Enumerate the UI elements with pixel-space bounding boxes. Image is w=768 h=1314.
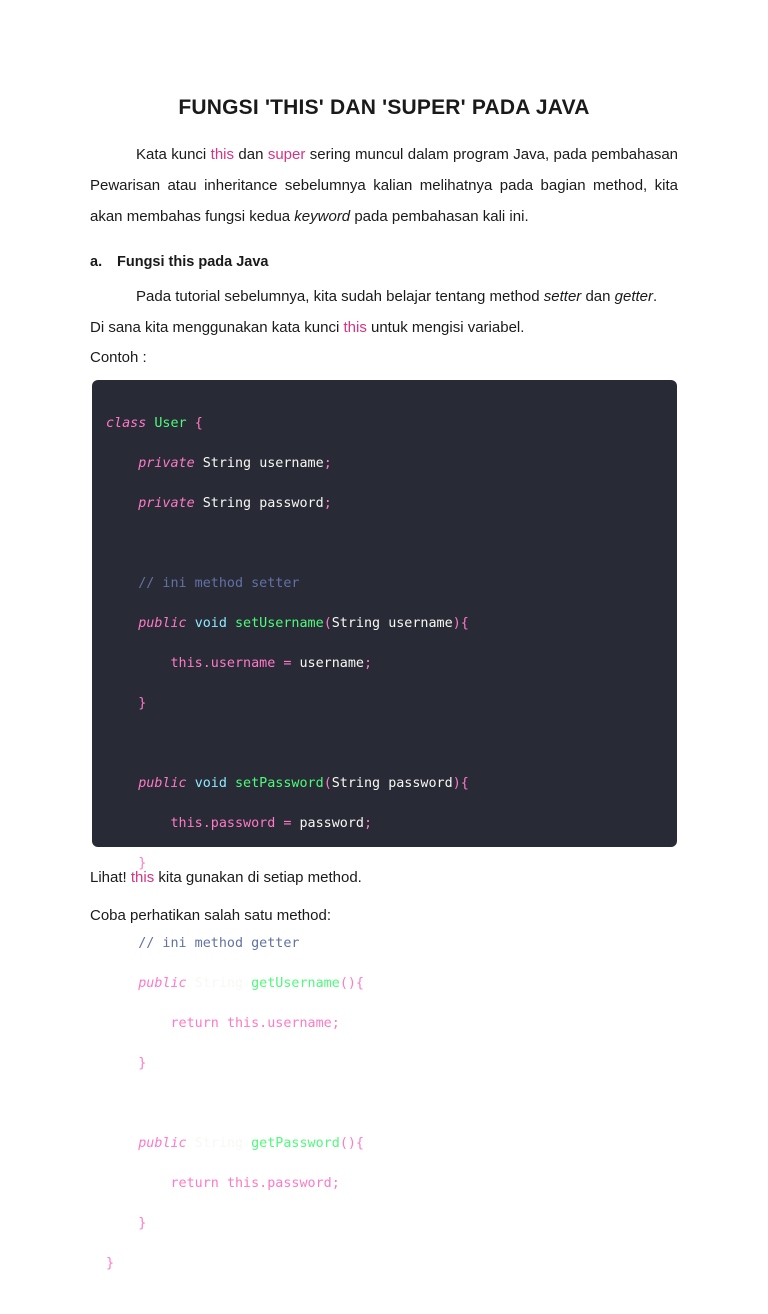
- code-line: [106, 1094, 677, 1114]
- code-token: =: [283, 656, 292, 671]
- code-token: public: [138, 976, 187, 991]
- code-token: password: [299, 816, 364, 831]
- page-title: FUNGSI 'THIS' DAN 'SUPER' PADA JAVA: [178, 96, 590, 119]
- code-token: this.username: [226, 1016, 332, 1031]
- after-code-paragraph: [90, 862, 678, 893]
- last-paragraph: Coba perhatikan salah satu method:: [90, 907, 331, 924]
- code-line: [106, 694, 677, 714]
- code-token: private: [138, 496, 195, 511]
- code-token: setPassword: [235, 776, 324, 791]
- keyword-this: this: [130, 869, 155, 886]
- intro-text-3: sering muncul dalam program Java, pada pembahasan Pewarisan atau inheritance sebelumnya kalian melihatnya pada bagian method, kita akan membahas fungsi kedua: [90, 146, 679, 225]
- code-token: class: [106, 416, 147, 431]
- code-token: setUsername: [235, 616, 324, 631]
- code-line: [106, 654, 677, 674]
- example-label: Contoh :: [90, 349, 147, 366]
- code-token: getUsername: [251, 976, 340, 991]
- code-line: [106, 574, 677, 594]
- tutorial-paragraph: [90, 281, 678, 343]
- code-line: [106, 494, 677, 514]
- code-token: .password: [202, 816, 276, 831]
- section-letter: a.: [90, 254, 103, 270]
- keyword-italic: keyword: [294, 208, 351, 225]
- code-line: [106, 814, 677, 834]
- code-token: ;: [323, 456, 332, 471]
- code-line: [106, 534, 677, 554]
- code-token: (){: [339, 976, 364, 991]
- code-line: [106, 934, 677, 954]
- code-line: [106, 414, 677, 434]
- code-token: username: [388, 616, 453, 631]
- code-token: username: [299, 656, 364, 671]
- keyword-super: super: [267, 146, 306, 163]
- code-token: (: [323, 616, 332, 631]
- code-token: public: [138, 1136, 187, 1151]
- para2-text-3: .: [653, 288, 658, 305]
- code-token: String: [202, 456, 252, 471]
- keyword-this: this: [210, 146, 235, 163]
- code-token: }: [138, 1216, 147, 1231]
- code-token: ){: [452, 776, 469, 791]
- code-token: }: [138, 856, 147, 871]
- code-comment: // ini method setter: [138, 576, 300, 591]
- code-token: ;: [331, 1016, 340, 1031]
- code-token: String: [331, 776, 381, 791]
- code-token: String: [202, 496, 252, 511]
- after-text-2: kita gunakan di setiap method.: [154, 869, 362, 886]
- section-heading: [90, 254, 269, 270]
- code-token: void: [194, 616, 227, 631]
- code-token: (: [323, 776, 332, 791]
- code-token: return: [170, 1176, 219, 1191]
- code-token: {: [194, 416, 203, 431]
- code-token: this.password: [226, 1176, 332, 1191]
- intro-text-4: pada pembahasan kali ini.: [350, 208, 529, 225]
- code-line: [106, 1014, 677, 1034]
- para2-text-1: Pada tutorial sebelumnya, kita sudah belajar tentang method: [136, 288, 544, 305]
- code-line: [106, 1254, 677, 1274]
- code-token: =: [283, 816, 292, 831]
- code-token: ;: [331, 1176, 340, 1191]
- after-text-1: Lihat!: [90, 869, 131, 886]
- intro-paragraph: [90, 139, 678, 232]
- code-token: .username: [202, 656, 276, 671]
- code-token: password: [388, 776, 453, 791]
- code-line: [106, 734, 677, 754]
- code-line: [106, 774, 677, 794]
- intro-text-1: Kata kunci: [136, 146, 211, 163]
- code-token: void: [194, 776, 227, 791]
- para2-text-4: Di sana kita menggunakan kata kunci: [90, 319, 344, 336]
- code-token: String: [194, 1136, 244, 1151]
- code-token: ;: [364, 816, 373, 831]
- setter-word: setter: [543, 288, 582, 305]
- keyword-this: this: [343, 319, 367, 336]
- code-token: }: [138, 696, 147, 711]
- code-token: }: [106, 1256, 115, 1271]
- code-token: getPassword: [251, 1136, 340, 1151]
- code-token: User: [154, 416, 187, 431]
- code-line: [106, 1054, 677, 1074]
- code-line: [106, 1174, 677, 1194]
- code-token: this: [170, 816, 203, 831]
- code-line: [106, 1214, 677, 1234]
- code-line: [106, 614, 677, 634]
- para2-text-5: untuk mengisi variabel.: [366, 319, 525, 336]
- code-token: String: [331, 616, 381, 631]
- getter-word: getter: [614, 288, 654, 305]
- code-token: username: [259, 456, 324, 471]
- code-line: [106, 974, 677, 994]
- para2-text-2: dan: [581, 288, 615, 305]
- code-token: private: [138, 456, 195, 471]
- intro-text-2: dan: [234, 146, 268, 163]
- code-token: public: [138, 616, 187, 631]
- code-token: String: [194, 976, 244, 991]
- code-token: (){: [339, 1136, 364, 1151]
- section-title: Fungsi this pada Java: [117, 254, 269, 270]
- code-token: ){: [452, 616, 469, 631]
- code-token: public: [138, 776, 187, 791]
- code-line: [106, 1134, 677, 1154]
- code-token: ;: [323, 496, 332, 511]
- code-token: ;: [364, 656, 373, 671]
- code-token: this: [170, 656, 203, 671]
- code-comment: // ini method getter: [138, 936, 300, 951]
- code-token: password: [259, 496, 324, 511]
- code-token: }: [138, 1056, 147, 1071]
- code-line: [106, 454, 677, 474]
- code-token: return: [170, 1016, 219, 1031]
